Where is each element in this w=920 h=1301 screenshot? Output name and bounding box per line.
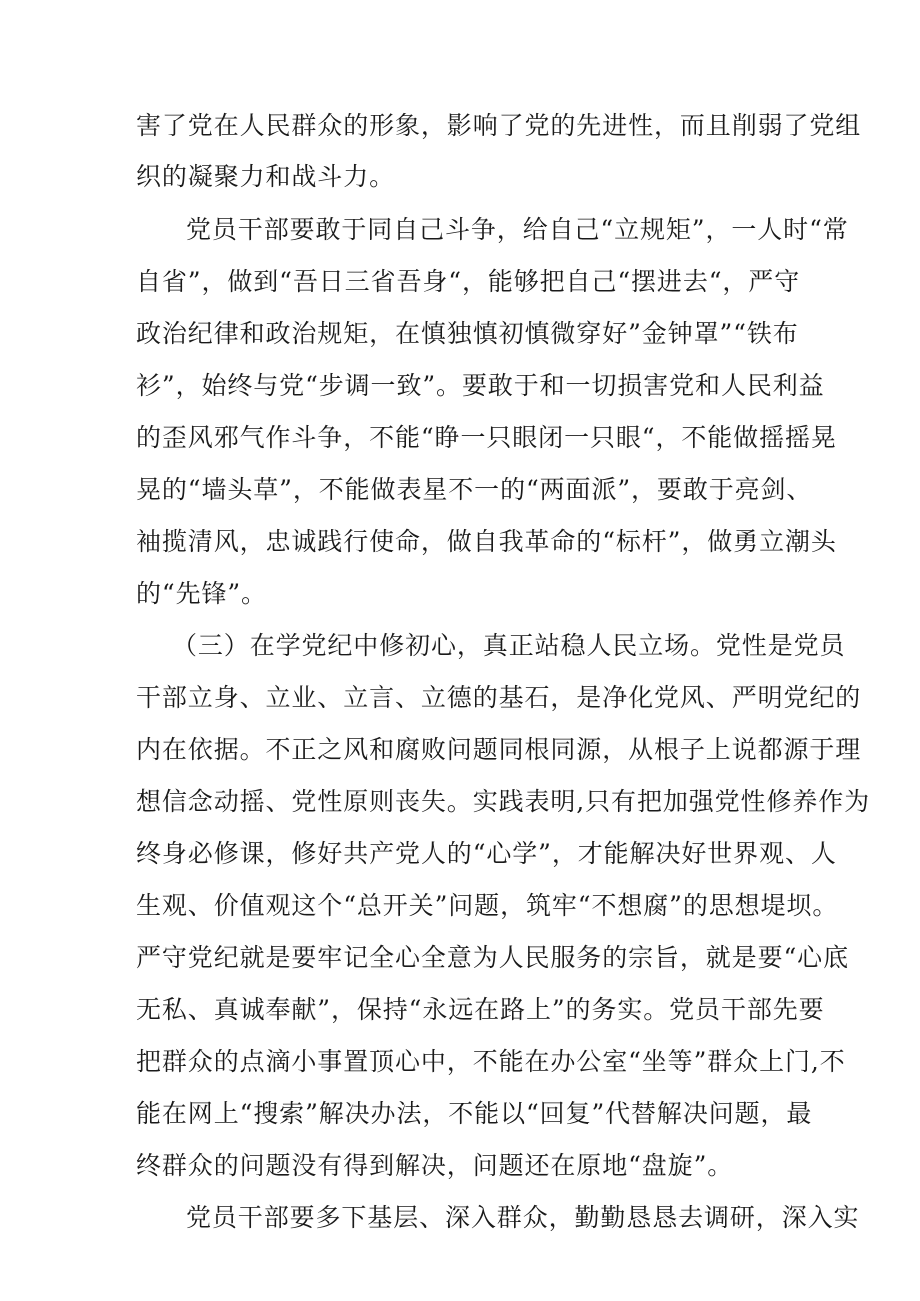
- text-line: 织的凝聚力和战斗力。: [136, 162, 396, 191]
- text-line: 的歪风邪气作斗争，不能“睁一只眼闭一只眼“，不能做摇摇晃: [136, 423, 837, 452]
- paragraph-start-line: （三）在学党纪中修初心，真正站稳人民立场。党性是党员: [172, 631, 846, 660]
- text-line: 终群众的问题没有得到解决，问题还在原地“盘旋”。: [136, 1151, 734, 1180]
- text-line: 衫”，始终与党“步调一致”。要敢于和一切损害党和人民利益: [136, 371, 825, 400]
- text-line: 内在依据。不正之风和腐败问题同根同源，从根子上说都源于理: [136, 735, 862, 764]
- text-line: 想信念动摇、党性原则丧失。实践表明,只有把加强党性修养作为: [136, 787, 871, 816]
- text-line: 政治纪律和政治规矩，在慎独慎初慎微穿好”金钟罩”“铁布: [136, 319, 799, 348]
- text-line: 把群众的点滴小事置顶心中，不能在办公室“坐等”群众上门,不: [136, 1047, 846, 1076]
- text-line: 晃的“墙头草”，不能做表星不一的“两面派”，要敢于亮剑、: [136, 475, 813, 504]
- paragraph-start-line: 党员干部要敢于同自己斗争，给自己“立规矩”，一人时“常: [186, 215, 849, 244]
- text-line: 无私、真诚奉献”，保持“永远在路上”的务实。党员干部先要: [136, 995, 825, 1024]
- paragraph-start-line: 党员干部要多下基层、深入群众，勤勤恳恳去调研，深入实: [186, 1203, 860, 1232]
- text-line: 的“先锋”。: [136, 579, 267, 608]
- text-line: 能在网上“搜索”解决办法，不能以“回复”代替解决问题，最: [136, 1099, 813, 1128]
- text-line: 自省”，做到“吾日三省吾身“，能够把自己“摆进去“，严守: [136, 267, 801, 296]
- text-line: 生观、价值观这个“总开关”问题，筑牢“不想腐”的思想堤坝。: [136, 891, 839, 920]
- text-line: 终身必修课，修好共产党人的“心学”，才能解决好世界观、人: [136, 839, 837, 868]
- text-line: 严守党纪就是要牢记全心全意为人民服务的宗旨，就是要“心底: [136, 943, 849, 972]
- text-line: 害了党在人民群众的形象，影响了党的先进性，而且削弱了党组: [136, 111, 862, 140]
- text-line: 袖揽清风，忠诚践行使命，做自我革命的“标杆”，做勇立潮头: [136, 527, 837, 556]
- text-line: 干部立身、立业、立言、立德的基石，是净化党风、严明党纪的: [136, 683, 862, 712]
